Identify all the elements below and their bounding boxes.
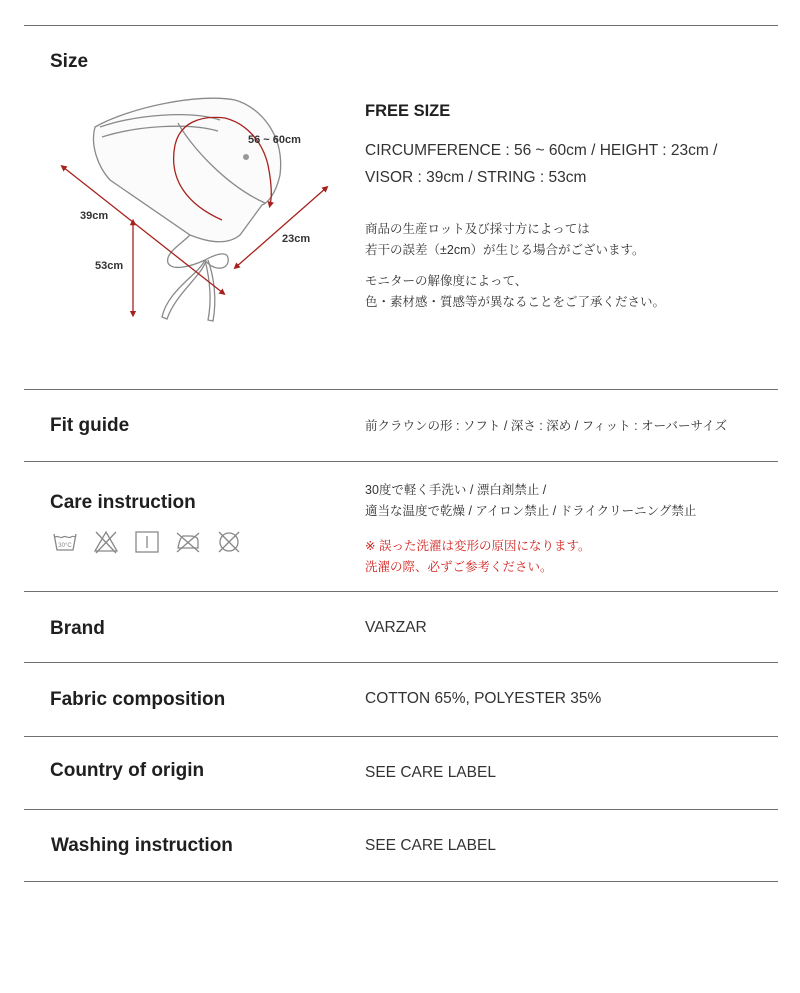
brand-label: Brand	[50, 618, 105, 639]
care-instruction-text	[365, 480, 696, 522]
country-of-origin-value: SEE CARE LABEL	[365, 764, 496, 781]
size-dimensions	[365, 137, 717, 191]
circumference-label: 56 ~ 60cm	[248, 134, 301, 146]
visor-label: 39cm	[80, 210, 109, 222]
size-note-monitor-line2: 色・素材感・質感等が異なることをご了承ください。	[365, 295, 666, 309]
fabric-composition-label: Fabric composition	[50, 689, 226, 710]
care-instruction-label: Care instruction	[50, 492, 196, 513]
divider-bottom	[24, 881, 778, 882]
free-size-title: FREE SIZE	[365, 102, 451, 120]
circumference-dot	[243, 154, 249, 160]
fit-guide-label: Fit guide	[50, 415, 130, 436]
hand-wash-30-icon	[52, 529, 78, 555]
divider-top	[24, 25, 778, 26]
fabric-composition-value: COTTON 65%, POLYESTER 35%	[365, 690, 602, 707]
size-dimensions-line1: CIRCUMFERENCE : 56 ~ 60cm / HEIGHT : 23cm /	[365, 142, 718, 159]
string-bow	[162, 235, 228, 321]
wash-temp-text: 30°C	[58, 543, 72, 549]
fit-guide-value: 前クラウンの形 : ソフト / 深さ : 深め / フィット : オーバーサイズ	[365, 419, 727, 433]
divider-brand	[24, 662, 778, 663]
brand-value: VARZAR	[365, 619, 427, 636]
size-note-error-line2: 若干の誤差（±2cm）が生じる場合がございます。	[365, 243, 645, 257]
size-note-error-line1: 商品の生産ロット及び採寸方によっては	[365, 222, 590, 236]
size-note-monitor-line1: モニターの解像度によって、	[365, 274, 528, 288]
no-dry-clean-icon	[216, 529, 242, 555]
washing-instruction-label: Washing instruction	[51, 835, 233, 856]
care-warning-line2: 洗濯の際、必ずご参考ください。	[365, 560, 553, 574]
divider-fabric	[24, 736, 778, 737]
care-warning	[365, 536, 590, 578]
no-iron-icon	[175, 529, 201, 555]
size-dimensions-line2: VISOR : 39cm / STRING : 53cm	[365, 169, 587, 186]
washing-instruction-value: SEE CARE LABEL	[365, 837, 496, 854]
divider-care	[24, 591, 778, 592]
size-label: Size	[50, 51, 89, 72]
care-line1: 30度で軽く手洗い / 漂白剤禁止 /	[365, 483, 547, 497]
string-label: 53cm	[95, 260, 124, 272]
divider-fit	[24, 461, 778, 462]
divider-size	[24, 389, 778, 390]
tumble-dry-icon	[134, 529, 160, 555]
height-label: 23cm	[282, 233, 311, 245]
country-of-origin-label: Country of origin	[50, 760, 205, 781]
size-note-error	[365, 219, 644, 261]
care-warning-line1: ※ 誤った洗濯は変形の原因になります。	[365, 539, 591, 553]
hat-outline	[93, 98, 280, 242]
size-note-monitor	[365, 271, 665, 313]
care-line2: 適当な温度で乾燥 / アイロン禁止 / ドライクリーニング禁止	[365, 504, 697, 518]
care-icons	[52, 529, 242, 555]
hat-size-diagram	[40, 85, 360, 335]
no-bleach-icon	[93, 529, 119, 555]
divider-origin	[24, 809, 778, 810]
